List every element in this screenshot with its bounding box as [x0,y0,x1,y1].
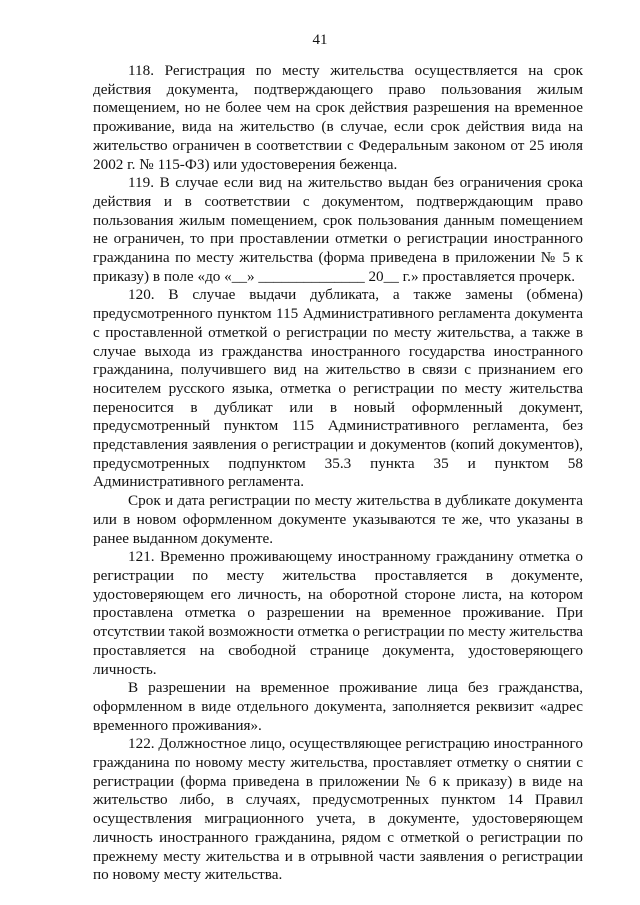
paragraph-122: 122. Должностное лицо, осуществляющее регистрацию иностранного гражданина по новому месту жительства, проставляет отметку о снятии с регистрации (форма приведена в приложении № 6 к приказу) в виде на жительство либо, в случаях, предусмотренных пунктом 14 Правил осуществления миграционного учета, в документе, удостоверяющем личность иностранного гражданина, рядом с отметкой о регистрации по прежнему месту жительства и в отрывной части заявления о регистрации по новому месту жительства. [93,735,583,884]
paragraph-121: 121. Временно проживающему иностранному гражданину отметка о регистрации по месту жительства проставляется в документе, удостоверяющем его личность, на оборотной стороне листа, на котором проставлена отметка о разрешении на временное проживание. При отсутствии такой возможности отметка о регистрации по месту жительства проставляется на свободной странице документа, удостоверяющего личность. [93,548,583,678]
paragraph-120: 120. В случае выдачи дубликата, а также замены (обмена) предусмотренного пунктом 115 Административного регламента документа с проставленной отметкой о регистрации по месту жительства, а также в случае выхода из гражданства иностранного государства иностранного гражданина, получившего вид на жительство в связи с признанием его носителем русского языка, отметка о регистрации по месту жительства переносится в дубликат или в новый оформленный документ, предусмотренный пунктом 115 Административного регламента, без представления заявления о регистрации и документов (копий документов), предусмотренных подпунктом 35.3 пункта 35 и пунктом 58 Административного регламента. [93,286,583,491]
document-body [93,62,583,885]
paragraph-121-continued: В разрешении на временное проживание лица без гражданства, оформленном в виде отдельного документа, заполняется реквизит «адрес временного проживания». [93,679,583,734]
paragraph-119: 119. В случае если вид на жительство выдан без ограничения срока действия и в соответствии с документом, подтверждающим право пользования жилым помещением, срок пользования данным помещением не ограничен, то при проставлении отметки о регистрации иностранного гражданина по месту жительства (форма приведена в приложении № 5 к приказу) в поле «до «__» ______________ 20__ г.» проставляется прочерк. [93,174,583,285]
paragraph-118: 118. Регистрация по месту жительства осуществляется на срок действия документа, подтверждающего право пользования жилым помещением, но не более чем на срок действия разрешения на временное проживание, вида на жительство (в случае, если срок действия вида на жительство ограничен в соответствии с Федеральным законом от 25 июля 2002 г. № 115-ФЗ) или удостоверения беженца. [93,62,583,173]
page-number: 41 [312,32,328,48]
paragraph-120-continued: Срок и дата регистрации по месту жительства в дубликате документа или в новом оформленном документе указываются те же, что указаны в ранее выданном документе. [93,492,583,547]
